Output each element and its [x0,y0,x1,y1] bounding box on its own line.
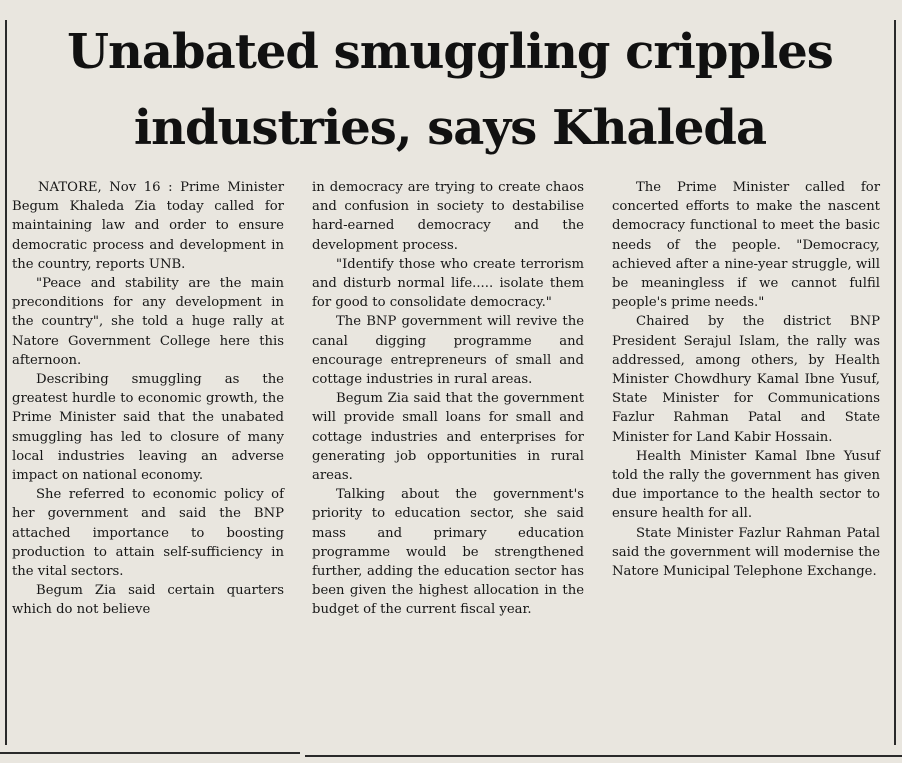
paragraph: She referred to economic policy of her government and said the BNP attached importance to boosting production to attain self-sufficiency in the vital sectors. [12,487,284,580]
left-column-rule [5,20,7,745]
paragraph: Health Minister Kamal Ibne Yusuf told the rally the government has given due importance to the health sector to ensure health for all. [612,448,880,522]
paragraph: Chaired by the district BNP President Serajul Islam, the rally was addressed, among others, by Health Minister Chowdhury Kamal Ibne Yusuf, State Minister for Communications Fazlur Rahman Patal and State Minister for Land Kabir Hossain. [612,314,880,445]
paragraph: The BNP government will revive the canal digging programme and encourage entrepreneurs of small and cottage industries in rural areas. [312,314,584,388]
paragraph: NATORE, Nov 16 : Prime Minister Begum Khaleda Zia today called for maintaining law and order to ensure democratic process and development in the country, reports UNB. [12,180,284,272]
paragraph: State Minister Fazlur Rahman Patal said the government will modernise the Natore Municipal Telephone Exchange. [612,525,880,580]
paragraph: in democracy are trying to create chaos and confusion in society to destabilise hard-earned democracy and the development process. [312,180,584,253]
right-column-rule [894,20,896,745]
headline: Unabated smuggling cripples industries, says Khaleda [67,24,833,156]
paragraph: Begum Zia said that the government will provide small loans for small and cottage industries and enterprises for generating job opportunities in rural areas. [312,391,584,484]
article-column-1 [12,178,284,620]
bottom-rule-right [305,755,902,757]
paragraph: The Prime Minister called for concerted efforts to make the nascent democracy functional to meet the basic needs of the people. "Democracy, achieved after a nine-year struggle, will be meaningless if we cannot fulfil people's prime needs." [612,180,880,311]
article-column-3 [612,178,880,581]
paragraph: Describing smuggling as the greatest hurdle to economic growth, the Prime Minister said that the unabated smuggling has led to closure of many local industries leaving an adverse impact on national economy. [12,372,284,484]
bottom-rule-left [0,752,300,754]
paragraph: "Identify those who create terrorism and disturb normal life..... isolate them for good to consolidate democracy." [312,256,584,311]
paragraph: "Peace and stability are the main preconditions for any development in the country", she told a huge rally at Natore Government College here this afternoon. [12,276,284,368]
paragraph: Talking about the government's priority to education sector, she said mass and primary education programme would be strengthened further, adding the education sector has been given the highest allocation in the budget of the current fiscal year. [312,487,584,618]
article-column-2 [312,178,584,620]
paragraph: Begum Zia said certain quarters which do not believe [12,583,284,618]
